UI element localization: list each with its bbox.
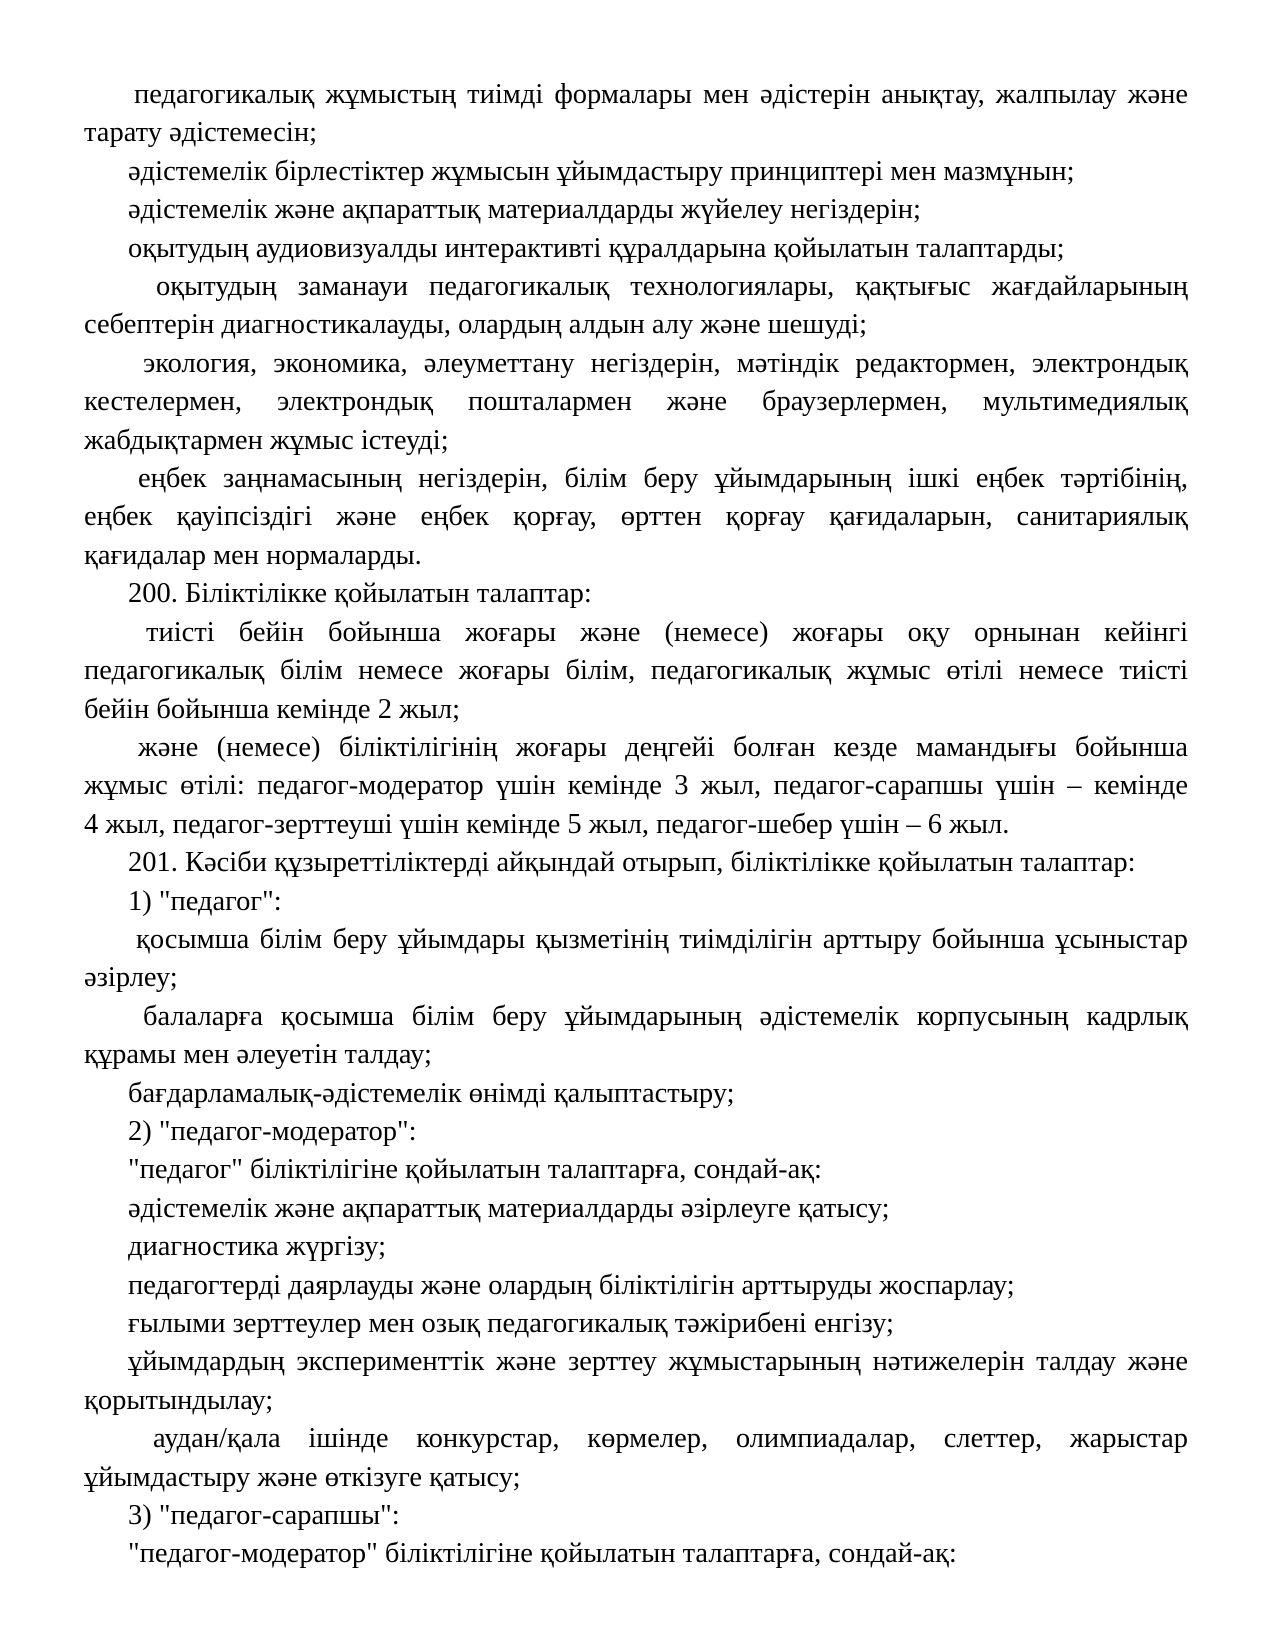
text-line: экология, экономика, әлеуметтану негіздерін, мәтіндік редактормен, электрондық	[143, 347, 1188, 379]
text-line: 3) "педагог-сарапшы":	[128, 1500, 400, 1532]
paragraph	[84, 729, 1188, 844]
paragraph	[84, 1075, 1188, 1113]
paragraph	[84, 1190, 1188, 1228]
text-line: аудан/қала ішінде конкурстар, көрмелер, олимпиадалар, слеттер, жарыстар	[153, 1423, 1188, 1455]
paragraph	[84, 1228, 1188, 1266]
text-line: қағидалар мен нормаларды.	[84, 539, 422, 571]
paragraph	[84, 268, 1188, 345]
text-line: еңбек заңнамасының негіздерін, білім беру ұйымдарының ішкі еңбек тәртібінің,	[138, 463, 1188, 495]
text-line: тиісті бейін бойынша жоғары және (немесе) жоғары оқу орнынан кейінгі	[146, 616, 1188, 648]
paragraph	[84, 1420, 1188, 1497]
paragraph	[84, 191, 1188, 229]
text-line: құрамы мен әлеуетін талдау;	[84, 1039, 432, 1071]
text-line: жабдықтармен жұмыс істеуді;	[84, 424, 449, 456]
text-line: ғылыми зерттеулер мен озық педагогикалық тәжірибені енгізу;	[128, 1308, 894, 1339]
text-line: диагностика жүргізу;	[128, 1231, 387, 1263]
text-line: ұйымдардың эксперименттік және зерттеу жұмыстарының нәтижелерін талдау және	[128, 1346, 1188, 1378]
text-line: бейін бойынша кемінде 2 жыл;	[84, 693, 461, 725]
text-line: ұйымдастыру және өткізуге қатысу;	[84, 1461, 521, 1493]
text-line: еңбек қауіпсіздігі және еңбек қорғау, өрттен қорғау қағидаларын, санитариялық	[84, 501, 1188, 533]
paragraph	[84, 1535, 1188, 1573]
paragraph	[84, 998, 1188, 1075]
text-line: педагогикалық білім немесе жоғары білім, педагогикалық жұмыс өтілі немесе тиісті	[84, 655, 1188, 687]
text-line: әдістемелік және ақпараттық материалдарды әзірлеуге қатысу;	[128, 1192, 890, 1224]
paragraph	[84, 1343, 1188, 1420]
paragraph	[84, 76, 1188, 153]
text-line: 200. Біліктілікке қойылатын талаптар:	[128, 578, 592, 610]
paragraph	[84, 345, 1188, 460]
text-line: себептерін диагностикалауды, олардың алдын алу және шешуді;	[84, 309, 868, 341]
text-line: 1) "педагог":	[128, 885, 282, 917]
text-line: 2) "педагог-модератор":	[128, 1115, 417, 1147]
text-line: әдістемелік және ақпараттық материалдарды жүйелеу негіздерін;	[128, 194, 921, 226]
text-line: педагогтерді даярлауды және олардың біліктілігін арттыруды жоспарлау;	[128, 1269, 1015, 1301]
text-line: 4 жыл, педагог-зерттеуші үшін кемінде 5 жыл, педагог-шебер үшін – 6 жыл.	[84, 808, 1010, 840]
paragraph	[84, 883, 1188, 921]
text-line: оқытудың заманауи педагогикалық технологиялары, қақтығыс жағдайларының	[156, 271, 1188, 303]
paragraph	[84, 460, 1188, 575]
text-line: және (немесе) біліктілігінің жоғары деңгейі болған кезде мамандығы бойынша	[138, 731, 1188, 763]
paragraph	[84, 153, 1188, 191]
paragraph	[84, 1151, 1188, 1189]
paragraph	[84, 1305, 1188, 1343]
paragraph	[84, 230, 1188, 268]
text-line: қосымша білім беру ұйымдары қызметінің тиімділігін арттыру бойынша ұсыныстар	[136, 923, 1188, 955]
paragraph	[84, 575, 1188, 613]
text-line: оқытудың аудиовизуалды интерактивті құралдарына қойылатын талаптарды;	[128, 232, 1065, 264]
paragraph	[84, 1267, 1188, 1305]
text-line: 201. Кәсіби құзыреттіліктерді айқындай отырып, біліктілікке қойылатын талаптар:	[128, 847, 1136, 879]
paragraph	[84, 1113, 1188, 1151]
text-line: бағдарламалық-әдістемелік өнімді қалыптастыру;	[128, 1077, 735, 1109]
text-line: балаларға қосымша білім беру ұйымдарының әдістемелік корпусының кадрлық	[143, 1000, 1188, 1032]
paragraph	[84, 844, 1188, 882]
text-line: кестелермен, электрондық пошталармен және браузерлермен, мультимедиялық	[84, 386, 1188, 418]
document-text-body	[84, 76, 1188, 1574]
text-line: қорытындылау;	[84, 1384, 274, 1416]
text-line: тарату әдістемесін;	[84, 117, 318, 149]
text-line: әзірлеу;	[84, 962, 178, 994]
text-line: "педагог-модератор" біліктілігіне қойылатын талаптарға, сондай-ақ:	[128, 1538, 957, 1570]
text-line: жұмыс өтілі: педагог-модератор үшін кемінде 3 жыл, педагог-сарапшы үшін – кемінде	[84, 770, 1188, 802]
paragraph	[84, 921, 1188, 998]
text-line: "педагог" біліктілігіне қойылатын талаптарға, сондай-ақ:	[128, 1154, 822, 1186]
text-line: әдістемелік бірлестіктер жұмысын ұйымдастыру принциптері мен мазмұнын;	[128, 155, 1075, 187]
paragraph	[84, 1497, 1188, 1535]
paragraph	[84, 614, 1188, 729]
text-line: педагогикалық жұмыстың тиімді формалары мен әдістерін анықтау, жалпылау және	[134, 79, 1188, 110]
